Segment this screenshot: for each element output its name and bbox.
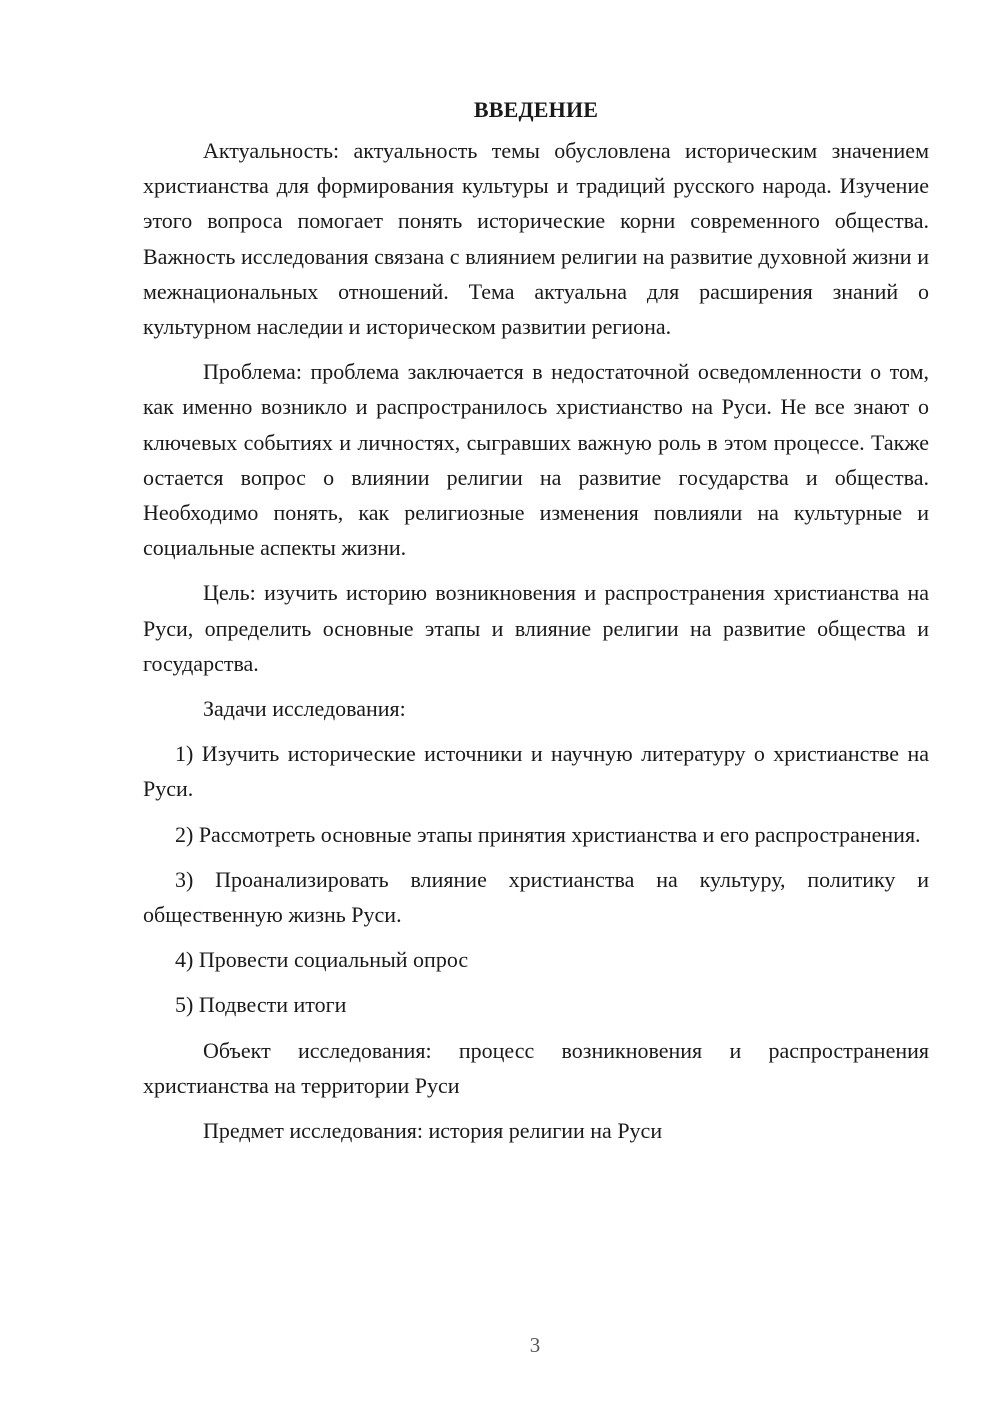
paragraph-object: Объект исследования: процесс возникновения и распространения христианства на территории Руси xyxy=(143,1037,929,1098)
tasks-list xyxy=(143,736,929,1022)
tasks-heading: Задачи исследования: xyxy=(203,696,406,722)
document-page xyxy=(143,92,929,1158)
paragraph-problem: Проблема: проблема заключается в недостаточной осведомленности о том, как именно возникло и распространилось христианство на Руси. Не все знают о ключевых событиях и личностях, сыгравших важную роль в этом процессе. Также остается вопрос о влиянии религии на развитие государства и общества. Необходимо понять, как религиозные изменения повлияли на культурные и социальные аспекты жизни. xyxy=(143,359,929,561)
list-item: 4) Провести социальный опрос xyxy=(175,947,469,973)
list-item: 2) Рассмотреть основные этапы принятия христианства и его распространения. xyxy=(175,821,921,847)
list-item: 5) Подвести итоги xyxy=(175,992,347,1018)
section-title: ВВЕДЕНИЕ xyxy=(473,97,599,122)
page-number: 3 xyxy=(529,1333,541,1357)
list-item: 1) Изучить исторические источники и научную литературу о христианстве на Руси. xyxy=(143,741,929,802)
list-item: 3) Проанализировать влияние христианства на культуру, политику и общественную жизнь Руси. xyxy=(143,866,929,928)
paragraph-subject: Предмет исследования: история религии на Руси xyxy=(203,1118,663,1144)
paragraph-goal: Цель: изучить историю возникновения и распространения христианства на Руси, определить основные этапы и влияние религии на развитие общества и государства. xyxy=(143,580,929,676)
paragraph-relevance: Актуальность: актуальность темы обусловлена историческим значением христианства для формирования культуры и традиций русского народа. Изучение этого вопроса помогает понять исторические корни современного общества. Важность исследования связана с влиянием религии на развитие духовной жизни и межнациональных отношений. Тема актуальна для расширения знаний о культурном наследии и историческом развитии региона. xyxy=(143,138,929,340)
